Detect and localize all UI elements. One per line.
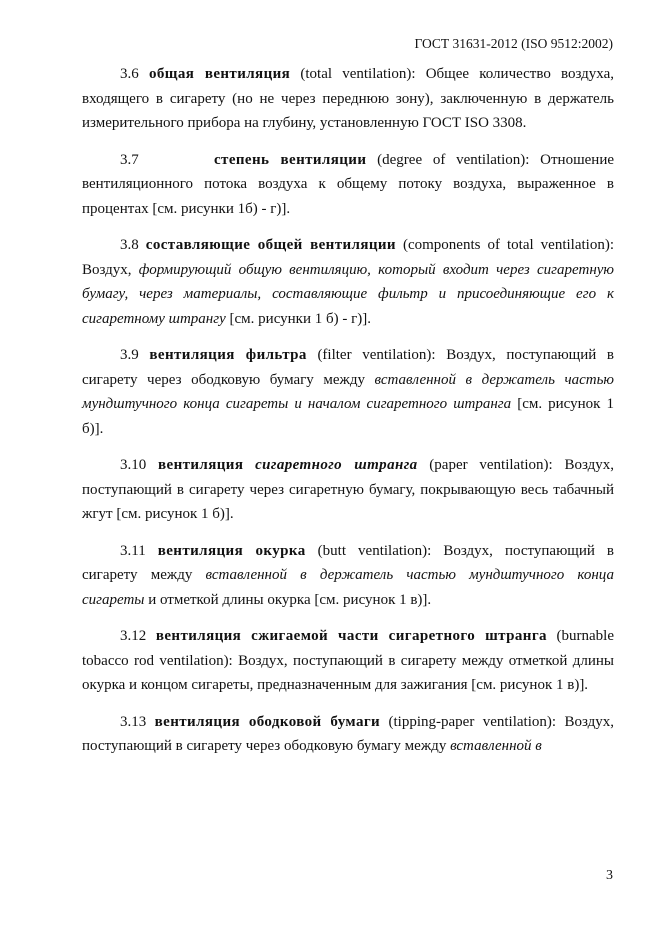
document-header: ГОСТ 31631-2012 (ISO 9512:2002) [414,36,613,51]
term-italic: сигаретного штранга [255,457,418,473]
definition-3-12 [82,624,614,698]
document-body [82,62,614,771]
term: вентиляция сжигаемой части сигаретного штранга [155,628,547,644]
definition-3-9 [82,343,614,441]
clause-number: 3.11 [120,542,146,559]
definition-text: (burnable tobacco rod ventilation): Воздух, поступающий в сигарету между отметкой длины окурка и концом сигареты, предназначенным для зажигания [см. рисунок 1 в)]. [82,628,614,693]
clause-number: 3.12 [120,628,147,644]
term: вентиляция ободковой бумаги [154,713,381,730]
clause-number: 3.10 [120,457,147,473]
definition-3-13 [82,710,614,759]
term: вентиляция фильтра [149,347,307,363]
clause-number: 3.13 [120,713,147,730]
definition-italic: вставленной в [450,738,542,754]
definition-text: (paper ventilation): Воздух, поступающий в сигарету через сигаретную бумагу, покрывающую весь табачный жгут [см. рисунок 1 б)]. [82,457,614,522]
definition-italic: вставленной в держатель частью мундштучного конца сигареты [82,567,614,608]
definition-text-end: [см. рисунки 1 б) - г)]. [225,310,372,327]
clause-number: 3.6 [120,66,139,82]
definition-italic: формирующий общую вентиляцию, который входит через сигаретную бумагу, через материалы, составляющие фильтр и присоединяющие его к сигаретному штрангу [82,261,614,327]
definition-text: (components of total ventilation): Воздух, [82,237,614,278]
definition-3-8 [82,233,614,331]
term: общая вентиляция [148,66,291,82]
definition-3-10 [82,453,614,527]
definition-text: (filter ventilation): Воздух, поступающий в сигарету через ободковую бумагу между [82,347,615,388]
clause-number: 3.8 [120,237,139,253]
term: степень вентиляции [214,151,367,168]
clause-number: 3.7 [120,151,139,168]
definition-text: (degree of ventilation): Отношение вентиляционного потока воздуха к общему потоку воздуха, выраженное в процентах [см. рисунки 1б) - г)]. [82,151,614,217]
definition-text-end: и отметкой длины окурка [см. рисунок 1 в)]. [144,591,432,608]
definition-text: (butt ventilation): Воздух, поступающий в сигарету между [82,542,614,583]
definition-3-7 [82,148,614,222]
term: составляющие общей вентиляции [145,237,396,253]
clause-number: 3.9 [120,347,139,363]
definition-text: (total ventilation): Общее количество воздуха, входящего в сигарету (но не через переднюю зону), заключенную в держатель измерительного прибора на глубину, установленную ГОСТ ISO 3308. [82,66,615,131]
page-number: 3 [606,868,613,883]
definition-3-6 [82,62,614,136]
definition-italic: вставленной в держатель частью мундштучного конца сигареты и началом сигаретного штранга [82,371,614,412]
definition-text-end: [см. рисунок 1 б)]. [82,396,614,437]
definition-text: (tipping-paper ventilation): Воздух, поступающий в сигарету через ободковую бумагу между [82,713,614,754]
term: вентиляция окурка [157,542,306,559]
definition-3-11 [82,539,614,613]
term: вентиляция [158,457,244,473]
